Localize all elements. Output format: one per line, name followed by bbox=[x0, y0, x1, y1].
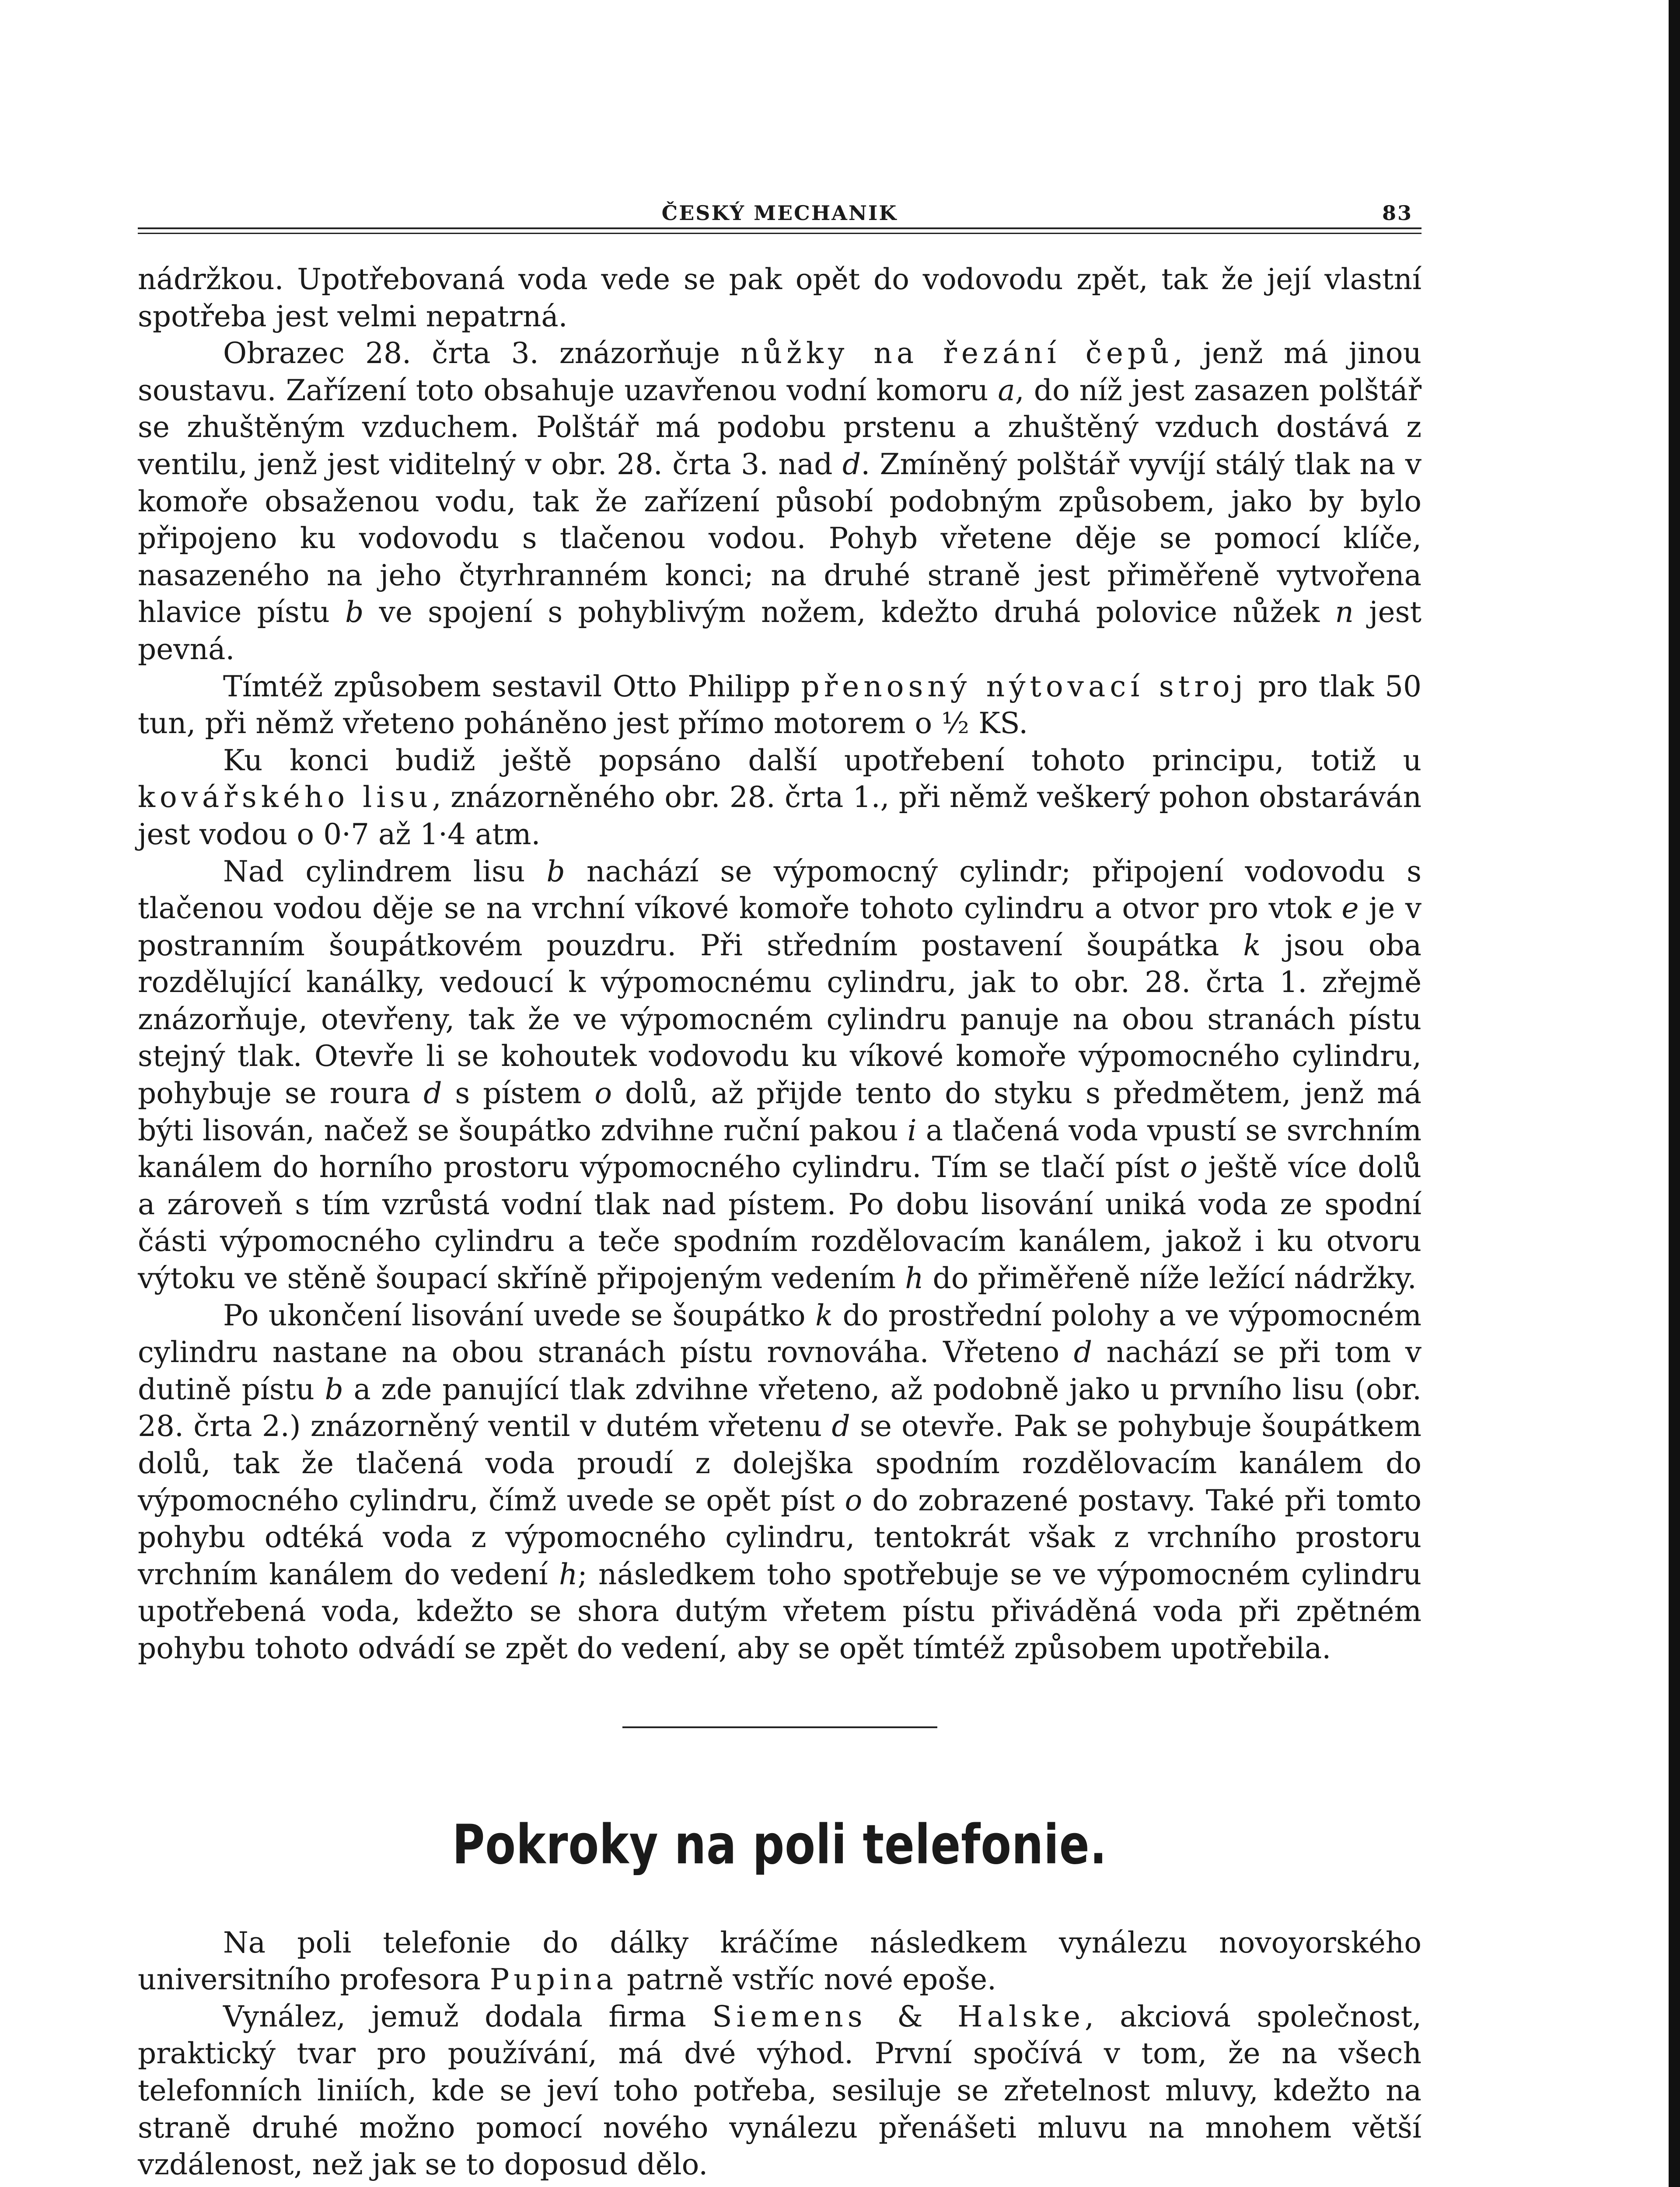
p3-text-c: pro tlak 50 tun, při němž vřeteno poháněno jest přímo motorem o ½ KS. bbox=[138, 669, 1422, 741]
p5-var-i: i bbox=[907, 1113, 917, 1147]
p2-var-b: b bbox=[345, 595, 364, 629]
p2-var-a: a bbox=[998, 373, 1015, 407]
p6-text-a: Po ukončení lisování uvede se šoupátko bbox=[223, 1298, 816, 1332]
p6-text-e: nachází se při tom v dutině pístu bbox=[138, 1335, 1422, 1406]
p5-var-o: o bbox=[594, 1076, 612, 1111]
p2-text-a: Obrazec 28. črta 3. znázorňuje bbox=[223, 336, 741, 370]
section-separator bbox=[622, 1726, 937, 1728]
p2-text-c: , jenž má jinou soustavu. Zařízení toto obsahuje uzavřenou vodní komoru bbox=[138, 336, 1422, 407]
p6-var-d: d bbox=[1073, 1335, 1092, 1369]
p5-text-g: jsou oba rozdělující kanálky, vedoucí k výpomocnému cylindru, jak to obr. 28. črta 1. zřejmě znázorňuje, otevřeny, tak že ve výpomocném cylindru panuje na obou stranách pístu stejný tlak. Otevře li se kohoutek vodovodu ku víkové komoře výpomocného cylindru, pohybuje se roura bbox=[138, 928, 1422, 1111]
p3-text-a: Tímtéž způsobem sestavil Otto Philipp bbox=[223, 669, 801, 703]
p6-var-b: b bbox=[325, 1372, 343, 1406]
article-body bbox=[138, 261, 1422, 1667]
p6-var-d2: d bbox=[831, 1409, 850, 1443]
p5-text-a: Nad cylindrem lisu bbox=[223, 854, 547, 888]
p2-text-g: . Zmíněný polštář vyvíjí stálý tlak na v komoře obsaženou vodu, tak že zařízení působí podobným způsobem, jako by bylo připojeno ku vodovodu s tlačenou vodou. Pohyb vřetene děje se pomocí klíče, nasazeného na jeho čtyrhranném konci; na druhé straně jest přiměřeně vytvořena hlavice pístu bbox=[138, 447, 1422, 629]
p5-var-d: d bbox=[423, 1076, 442, 1111]
p2-emphasis: nůžky na řezání čepů bbox=[740, 336, 1174, 370]
p5-var-h: h bbox=[905, 1261, 924, 1296]
p6-var-k: k bbox=[815, 1298, 833, 1332]
p5-text-m: a tlačená voda vpustí se svrchním kanálem do horního prostoru výpomocného cylindru. Tím se tlačí píst bbox=[138, 1113, 1422, 1184]
p5-var-e: e bbox=[1341, 891, 1359, 926]
p5-text-c: nachází se výpomocný cylindr; připojení vodovodu s tlačenou vodou děje se na vrchní víkové komoře tohoto cylindru a otvor pro vtok bbox=[138, 854, 1422, 926]
p6-var-h: h bbox=[559, 1557, 578, 1591]
p4-text-c: , znázorněného obr. 28. črta 1., při němž veškerý pohon obstaráván jest vodou o 0·7 až 1·4 atm. bbox=[138, 780, 1422, 851]
p4-emphasis: kovářského lisu bbox=[138, 780, 432, 814]
p4-text-a: Ku konci budiž ještě popsáno další upotřebení tohoto principu, totiž u bbox=[223, 743, 1422, 777]
section-title: Pokroky na poli telefonie. bbox=[452, 1813, 1107, 1876]
p5-text-e: je v postranním šoupátkovém pouzdru. Při středním postavení šoupátka bbox=[138, 891, 1422, 962]
p6-text-k: do zobrazené postavy. Také při tomto pohybu odtéká voda z výpomocného cylindru, tentokrát však z vrchního prostoru vrchním kanálem do vedení bbox=[138, 1483, 1422, 1591]
p5-var-o2: o bbox=[1180, 1150, 1198, 1184]
p5-text-o: ještě více dolů a zároveň s tím vzrůstá vodní tlak nad pístem. Po dobu lisování uniká voda ze spodní části výpomocného cylindru a teče spodním rozdělovacím kanálem, jakož i ku otvoru výtoku ve stěně šoupací skříně připojeným vedením bbox=[138, 1150, 1422, 1296]
p6-text-g: a zde panující tlak zdvihne vřeteno, až podobně jako u prvního lisu (obr. 28. črta 2.) znázorněný ventil v dutém vřetenu bbox=[138, 1372, 1422, 1443]
p5-text-i: s pístem bbox=[442, 1076, 595, 1111]
p5-var-b: b bbox=[546, 854, 565, 888]
header-rule bbox=[138, 227, 1422, 234]
paragraph-5 bbox=[138, 853, 1422, 1297]
p2-text-e: , do níž jest zasazen polštář se zhuštěným vzduchem. Polštář má podobu prstenu a zhuštěný vzduch dostává z ventilu, jenž jest viditelný v obr. 28. črta 3. nad bbox=[138, 373, 1422, 481]
section-paragraph-1 bbox=[138, 1925, 1422, 1998]
p2-var-d: d bbox=[842, 447, 861, 481]
s1-text-a: Na poli telefonie do dálky kráčíme následkem vynálezu novoyorského universitního profesora bbox=[138, 1925, 1422, 1997]
s1-emphasis: Pupina bbox=[489, 1963, 618, 1997]
p5-text-k: dolů, až přijde tento do styku s předmětem, jenž má býti lisován, načež se šoupátko zdvihne ruční pakou bbox=[138, 1076, 1422, 1147]
p2-text-i: ve spojení s pohyblivým nožem, kdežto druhá polovice nůžek bbox=[363, 595, 1335, 629]
p6-text-c: do prostřední polohy a ve výpomocném cylindru nastane na obou stranách pístu rovnováha. Vřeteno bbox=[138, 1298, 1422, 1369]
journal-title: ČESKÝ MECHANIK bbox=[661, 201, 898, 225]
p5-var-k: k bbox=[1243, 928, 1261, 962]
p5-text-q: do přiměřeně níže ležící nádržky. bbox=[923, 1261, 1417, 1296]
p2-var-n: n bbox=[1335, 595, 1354, 629]
paragraph-3 bbox=[138, 668, 1422, 742]
s2-emphasis: Siemens & Halske bbox=[712, 1999, 1085, 2033]
page-number: 83 bbox=[1382, 201, 1413, 225]
s2-text-a: Vynález, jemuž dodala firma bbox=[223, 1999, 713, 2033]
s2-text-c: , akciová společnost, praktický tvar pro používání, má dvé výhod. První spočívá v tom, že na všech telefonních liniích, kde se jeví toho potřeba, sesiluje se zřetelnost mluvy, kdežto na straně druhé možno pomocí nového vynálezu přenášeti mluvu na mnohem větší vzdálenost, než jak se to doposud dělo. bbox=[138, 1999, 1422, 2182]
paragraph-2 bbox=[138, 335, 1422, 668]
page bbox=[138, 192, 1422, 2184]
running-header bbox=[138, 192, 1422, 227]
paragraph-4 bbox=[138, 742, 1422, 853]
p6-text-m: ; následkem toho spotřebuje se ve výpomocném cylindru upotřebená voda, kdežto se shora dutým vřetem pístu přiváděná voda při zpětném pohybu tohoto odvádí se zpět do vedení, aby se opět tímtéž způsobem upotřebila. bbox=[138, 1557, 1422, 1665]
paragraph-6 bbox=[138, 1297, 1422, 1667]
section-paragraph-2 bbox=[138, 1998, 1422, 2184]
p2-text-k: jest pevná. bbox=[138, 595, 1422, 666]
paragraph-1: nádržkou. Upotřebovaná voda vede se pak opět do vodovodu zpět, tak že její vlastní spotřeba jest velmi nepatrná. bbox=[138, 262, 1422, 333]
s1-text-c: patrně vstříc nové epoše. bbox=[618, 1963, 996, 1997]
p6-text-i: se otevře. Pak se pohybuje šoupátkem dolů, tak že tlačená voda proudí z dolejška spodním rozdělovacím kanálem do výpomocného cylindru, čímž uvede se opět píst bbox=[138, 1409, 1422, 1517]
p6-var-o: o bbox=[845, 1483, 863, 1517]
p3-emphasis: přenosný nýtovací stroj bbox=[801, 669, 1248, 703]
scan-edge-right bbox=[1669, 0, 1680, 2187]
section-body bbox=[138, 1925, 1422, 2184]
